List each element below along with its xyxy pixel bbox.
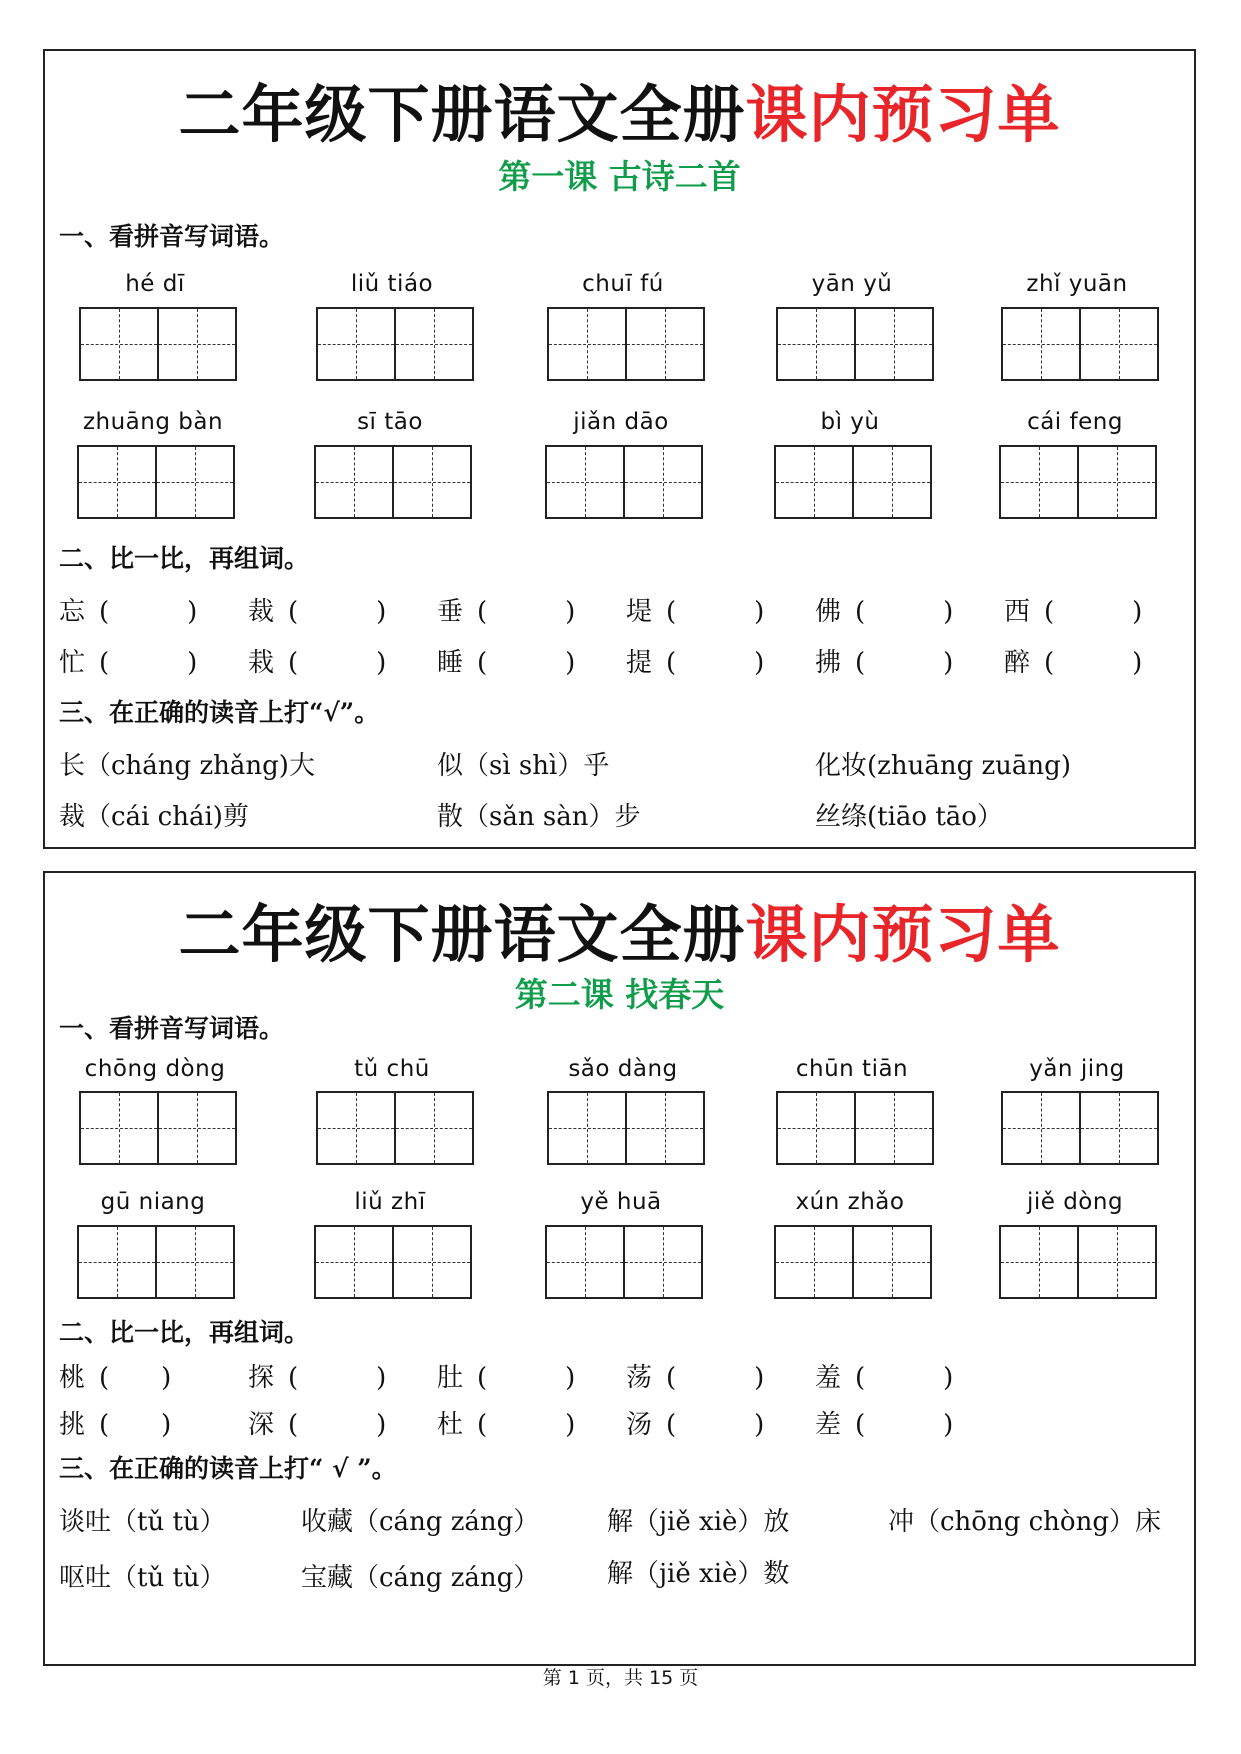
pinyin-label: zhuāng bàn bbox=[82, 409, 224, 435]
pinyin-label: sǎo dàng bbox=[568, 1056, 678, 1082]
writing-grid[interactable] bbox=[545, 1225, 703, 1299]
pinyin-label: cái feng bbox=[1027, 409, 1123, 435]
writing-grid[interactable] bbox=[1001, 1091, 1159, 1165]
pinyin-label: jiě dòng bbox=[1026, 1189, 1124, 1215]
reading-item[interactable]: 呕吐（tǔ tù） bbox=[59, 1563, 226, 1593]
compare-item[interactable]: 堤 ( ) bbox=[626, 597, 765, 627]
pinyin-label: chūn tiān bbox=[795, 1056, 909, 1082]
reading-item[interactable]: 长（cháng zhǎng)大 bbox=[59, 751, 315, 781]
writing-grid[interactable] bbox=[545, 445, 703, 519]
compare-item[interactable]: 肚 ( ) bbox=[437, 1363, 576, 1393]
writing-grid[interactable] bbox=[774, 445, 932, 519]
writing-grid[interactable] bbox=[776, 1091, 934, 1165]
pinyin-label: liǔ tiáo bbox=[350, 271, 434, 297]
reading-item[interactable]: 收藏（cáng záng） bbox=[301, 1507, 540, 1537]
pinyin-label: tǔ chū bbox=[354, 1056, 430, 1082]
section-3-heading: 三、在正确的读音上打“√”。 bbox=[59, 698, 380, 727]
pinyin-label: hé dī bbox=[125, 271, 185, 297]
pinyin-label: chuī fú bbox=[582, 271, 664, 297]
reading-item[interactable]: 丝绦(tiāo tāo） bbox=[815, 802, 1003, 832]
writing-grid[interactable] bbox=[314, 1225, 472, 1299]
reading-item[interactable]: 化妆(zhuāng zuāng) bbox=[815, 751, 1071, 781]
lesson-subtitle: 第二课 找春天 bbox=[514, 975, 725, 1014]
writing-grid[interactable] bbox=[776, 307, 934, 381]
section-1-heading: 一、看拼音写词语。 bbox=[59, 222, 285, 251]
compare-item[interactable]: 探 ( ) bbox=[248, 1363, 387, 1393]
section-2-heading: 二、比一比，再组词。 bbox=[59, 544, 310, 573]
lesson-panel-1 bbox=[43, 49, 1196, 849]
section-1-heading: 一、看拼音写词语。 bbox=[59, 1014, 285, 1043]
pinyin-label: gū niang bbox=[100, 1189, 206, 1215]
pinyin-label: yǎn jing bbox=[1029, 1056, 1125, 1082]
writing-grid[interactable] bbox=[77, 445, 235, 519]
writing-grid[interactable] bbox=[999, 1225, 1157, 1299]
compare-item[interactable]: 汤 ( ) bbox=[626, 1410, 765, 1440]
pinyin-label: jiǎn dāo bbox=[573, 409, 669, 435]
pinyin-label: bì yù bbox=[820, 409, 880, 435]
compare-item[interactable]: 挑 ( ) bbox=[59, 1410, 172, 1440]
compare-item[interactable]: 差 ( ) bbox=[815, 1410, 954, 1440]
writing-grid[interactable] bbox=[77, 1225, 235, 1299]
section-2-heading: 二、比一比，再组词。 bbox=[59, 1318, 310, 1347]
reading-item[interactable]: 解（jiě xiè）放 bbox=[607, 1507, 790, 1537]
compare-item[interactable]: 醉 ( ) bbox=[1004, 648, 1143, 678]
lesson-panel-2 bbox=[43, 871, 1196, 1666]
writing-grid[interactable] bbox=[79, 1091, 237, 1165]
compare-item[interactable]: 栽 ( ) bbox=[248, 648, 387, 678]
compare-item[interactable]: 忙 ( ) bbox=[59, 648, 198, 678]
compare-item[interactable]: 西 ( ) bbox=[1004, 597, 1143, 627]
writing-grid[interactable] bbox=[316, 307, 474, 381]
pinyin-label: yān yǔ bbox=[811, 271, 893, 297]
writing-grid[interactable] bbox=[547, 1091, 705, 1165]
writing-grid[interactable] bbox=[79, 307, 237, 381]
worksheet-title: 二年级下册语文全册课内预习单 bbox=[178, 898, 1061, 971]
writing-grid[interactable] bbox=[547, 307, 705, 381]
reading-item[interactable]: 冲（chōng chòng）床 bbox=[888, 1507, 1161, 1537]
lesson-subtitle: 第一课 古诗二首 bbox=[498, 157, 741, 196]
reading-item[interactable]: 似（sì shì）乎 bbox=[437, 751, 610, 781]
compare-item[interactable]: 杜 ( ) bbox=[437, 1410, 576, 1440]
pinyin-label: chōng dòng bbox=[84, 1056, 226, 1082]
worksheet-title: 二年级下册语文全册课内预习单 bbox=[178, 78, 1061, 151]
compare-item[interactable]: 裁 ( ) bbox=[248, 597, 387, 627]
pinyin-label: liǔ zhī bbox=[354, 1189, 426, 1215]
compare-item[interactable]: 佛 ( ) bbox=[815, 597, 954, 627]
writing-grid[interactable] bbox=[999, 445, 1157, 519]
page-footer: 第 1 页，共 15 页 bbox=[542, 1667, 699, 1689]
section-3-heading: 三、在正确的读音上打“ √ ”。 bbox=[59, 1454, 397, 1483]
reading-item[interactable]: 宝藏（cáng záng） bbox=[301, 1563, 540, 1593]
reading-item[interactable]: 散（sǎn sàn）步 bbox=[437, 802, 641, 832]
pinyin-label: zhǐ yuān bbox=[1026, 271, 1128, 297]
reading-item[interactable]: 解（jiě xiè）数 bbox=[607, 1559, 790, 1589]
compare-item[interactable]: 拂 ( ) bbox=[815, 648, 954, 678]
writing-grid[interactable] bbox=[774, 1225, 932, 1299]
compare-item[interactable]: 桃 ( ) bbox=[59, 1363, 172, 1393]
compare-item[interactable]: 提 ( ) bbox=[626, 648, 765, 678]
compare-item[interactable]: 垂 ( ) bbox=[437, 597, 576, 627]
compare-item[interactable]: 深 ( ) bbox=[248, 1410, 387, 1440]
compare-item[interactable]: 荡 ( ) bbox=[626, 1363, 765, 1393]
compare-item[interactable]: 睡 ( ) bbox=[437, 648, 576, 678]
reading-item[interactable]: 裁（cái chái)剪 bbox=[59, 802, 249, 832]
reading-item[interactable]: 谈吐（tǔ tù） bbox=[59, 1507, 226, 1537]
writing-grid[interactable] bbox=[314, 445, 472, 519]
writing-grid[interactable] bbox=[1001, 307, 1159, 381]
compare-item[interactable]: 羞 ( ) bbox=[815, 1363, 954, 1393]
pinyin-label: yě huā bbox=[580, 1189, 662, 1215]
pinyin-label: xún zhǎo bbox=[795, 1189, 905, 1215]
compare-item[interactable]: 忘 ( ) bbox=[59, 597, 198, 627]
pinyin-label: sī tāo bbox=[357, 409, 423, 435]
writing-grid[interactable] bbox=[316, 1091, 474, 1165]
